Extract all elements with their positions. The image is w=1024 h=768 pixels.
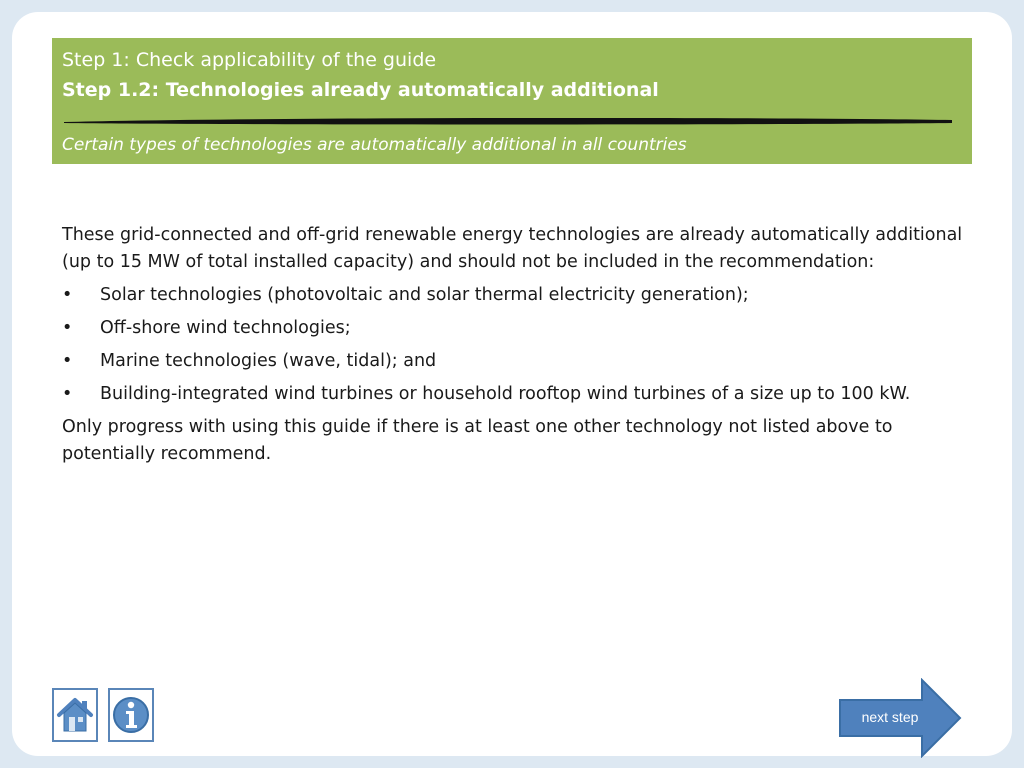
bullet-symbol: •	[62, 351, 73, 371]
bullet-symbol: •	[62, 318, 73, 338]
bullet-symbol: •	[62, 384, 73, 404]
list-item	[62, 315, 972, 342]
list-item-text: Marine technologies (wave, tidal); and	[100, 351, 437, 371]
next-step-label: next step	[861, 709, 919, 725]
step-title: Step 1: Check applicability of the guide	[62, 49, 437, 71]
home-icon	[56, 695, 94, 735]
info-icon	[112, 695, 150, 735]
bullet-symbol: •	[62, 285, 73, 305]
slide	[12, 12, 1012, 756]
list-item	[62, 282, 972, 309]
intro-paragraph: These grid-connected and off-grid renewable energy technologies are already automatically additional (up to 15 MW of total installed capacity) and should not be included in the recommendation:	[62, 225, 963, 272]
info-button[interactable]	[108, 688, 154, 742]
tagline: Certain types of technologies are automatically additional in all countries	[62, 135, 687, 155]
list-item	[62, 381, 972, 408]
list-item-text: Solar technologies (photovoltaic and solar thermal electricity generation);	[100, 285, 749, 305]
list-item-text: Off-shore wind technologies;	[100, 318, 351, 338]
outro-paragraph: Only progress with using this guide if there is at least one other technology not listed above to potentially recommend.	[62, 417, 893, 464]
list-item-text: Building-integrated wind turbines or household rooftop wind turbines of a size up to 100 kW.	[100, 384, 911, 404]
content-body	[62, 222, 972, 474]
header-banner	[52, 38, 972, 164]
list-item	[62, 348, 972, 375]
home-button[interactable]	[52, 688, 98, 742]
step-subtitle: Step 1.2: Technologies already automatically additional	[62, 79, 659, 101]
divider-line	[62, 116, 954, 126]
next-step-button[interactable]	[838, 678, 962, 758]
technology-list	[62, 282, 972, 408]
